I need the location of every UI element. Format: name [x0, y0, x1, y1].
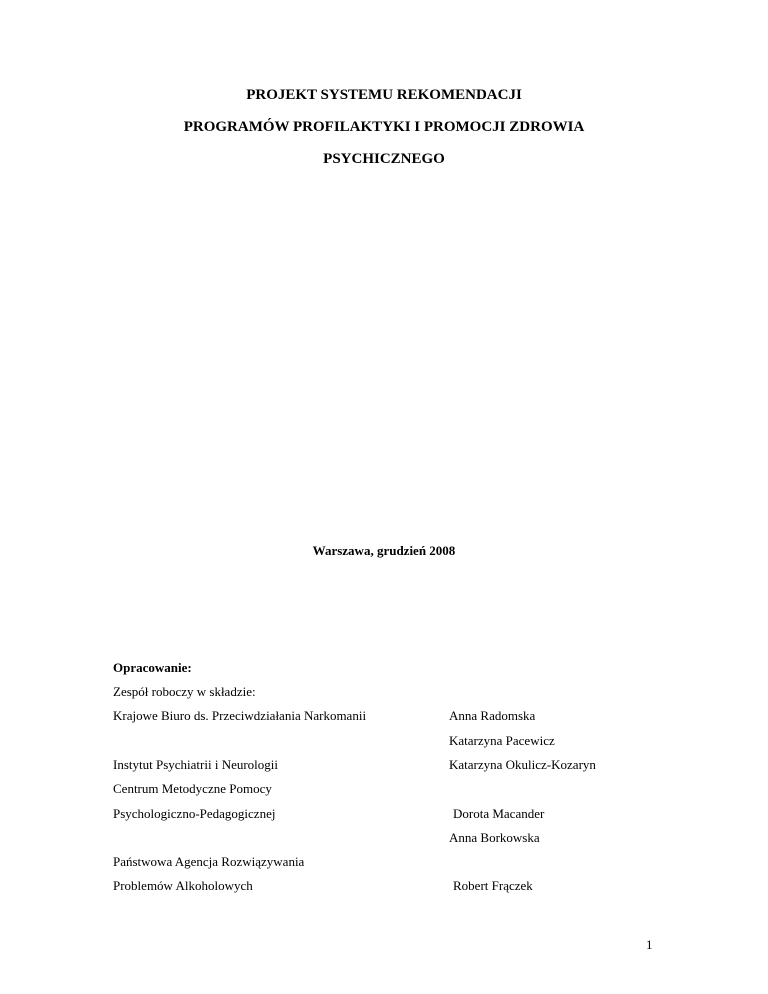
institution-parpa-line-2: Problemów Alkoholowych: [113, 878, 253, 893]
place-and-date: Warszawa, grudzień 2008: [312, 543, 456, 558]
title-line-1: PROJEKT SYSTEMU REKOMENDACJI: [246, 87, 522, 103]
document-title: [0, 85, 768, 181]
institution-kbpn: Krajowe Biuro ds. Przeciwdziałania Narkomanii: [113, 708, 367, 723]
title-line-3: PSYCHICZNEGO: [323, 151, 445, 167]
title-line-2: PROGRAMÓW PROFILAKTYKI I PROMOCJI ZDROWIA: [183, 119, 585, 135]
person-pacewicz: Katarzyna Pacewicz: [449, 733, 555, 748]
page-number: 1: [646, 937, 653, 952]
institution-cmppp-line-1: Centrum Metodyczne Pomocy: [113, 781, 272, 796]
institution-ipin: Instytut Psychiatrii i Neurologii: [113, 757, 279, 772]
credits-intro: Zespół roboczy w składzie:: [113, 684, 256, 699]
institution-cmppp-line-2: Psychologiczno-Pedagogicznej: [113, 806, 276, 821]
credits-heading: Opracowanie:: [113, 660, 192, 675]
person-macander: Dorota Macander: [453, 806, 545, 821]
person-borkowska: Anna Borkowska: [449, 830, 540, 845]
person-okulicz-kozaryn: Katarzyna Okulicz-Kozaryn: [449, 757, 596, 772]
person-radomska: Anna Radomska: [449, 708, 536, 723]
person-fraczek: Robert Frączek: [453, 878, 533, 893]
institution-parpa-line-1: Państwowa Agencja Rozwiązywania: [113, 854, 305, 869]
